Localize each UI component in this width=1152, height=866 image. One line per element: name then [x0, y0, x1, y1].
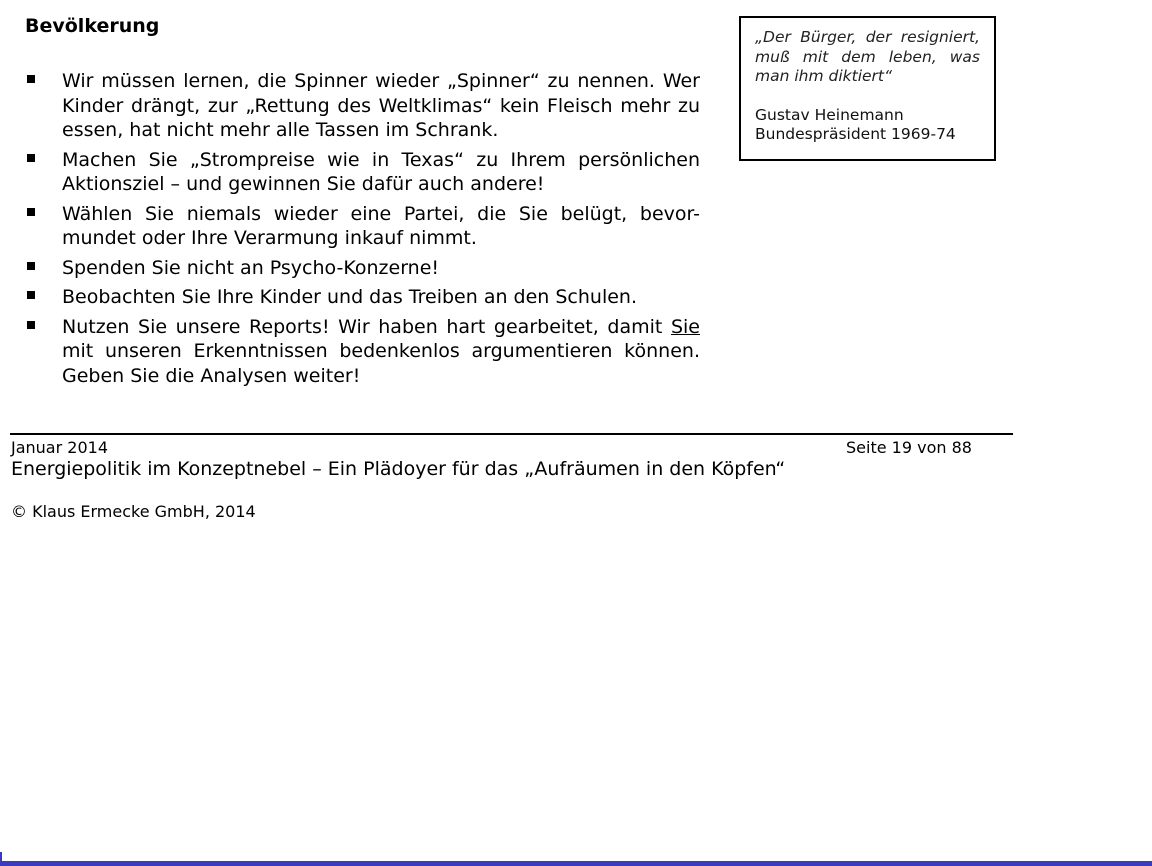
document-title: Energiepolitik im Konzeptnebel – Ein Plädoyer für das „Aufräumen in den Köpfen“	[11, 458, 786, 480]
list-item	[26, 285, 700, 310]
square-bullet-icon	[27, 208, 35, 216]
list-item-text: Machen Sie „Strompreise wie in Texas“ zu Ihrem persönlichen Aktionsziel – und gewinnen Sie dafür auch andere!	[62, 148, 700, 195]
list-item-text-end: mit unseren Erkenntnissen bedenkenlos argumentieren können. Geben Sie die Analysen weiter!	[62, 340, 700, 387]
list-item	[26, 202, 700, 251]
page-number: Seite 19 von 88	[846, 438, 972, 457]
viewer-bottom-bar	[0, 861, 1152, 866]
emphasis-underlined: Sie	[670, 315, 700, 338]
list-item	[26, 69, 700, 143]
copyright-notice: © Klaus Ermecke GmbH, 2014	[11, 502, 256, 521]
square-bullet-icon	[27, 321, 35, 329]
square-bullet-icon	[27, 262, 35, 270]
list-item-text-start: Nutzen Sie unsere Reports! Wir haben hart gearbeitet, damit	[62, 315, 671, 338]
list-item-text: Wir müssen lernen, die Spinner wieder „Spinner“ zu nennen. Wer Kinder drängt, zur „Rettung des Weltklimas“ kein Fleisch mehr zu essen, hat nicht mehr alle Tassen im Schrank.	[62, 70, 700, 141]
list-item	[26, 315, 700, 389]
quote-author-role: Bundespräsident 1969-74	[755, 125, 956, 143]
square-bullet-icon	[27, 154, 35, 162]
list-item	[26, 148, 700, 197]
bullet-list	[26, 69, 700, 393]
square-bullet-icon	[27, 75, 35, 83]
list-item-text: Beobachten Sie Ihre Kinder und das Treiben an den Schulen.	[62, 286, 638, 308]
footer-divider	[10, 433, 1013, 435]
section-heading: Bevölkerung	[25, 15, 160, 37]
list-item-text: Wählen Sie niemals wieder eine Partei, die Sie belügt, bevor-mundet oder Ihre Verarmung inkauf nimmt.	[62, 202, 700, 249]
footer-date: Januar 2014	[11, 438, 108, 457]
quote-author: Gustav Heinemann	[755, 105, 904, 124]
quote-box	[739, 16, 996, 161]
square-bullet-icon	[27, 291, 35, 299]
quote-text: „Der Bürger, der resigniert, muß mit dem leben, was man ihm diktiert“	[755, 28, 980, 85]
list-item-text: Spenden Sie nicht an Psycho-Konzerne!	[62, 256, 440, 279]
list-item	[26, 256, 700, 281]
